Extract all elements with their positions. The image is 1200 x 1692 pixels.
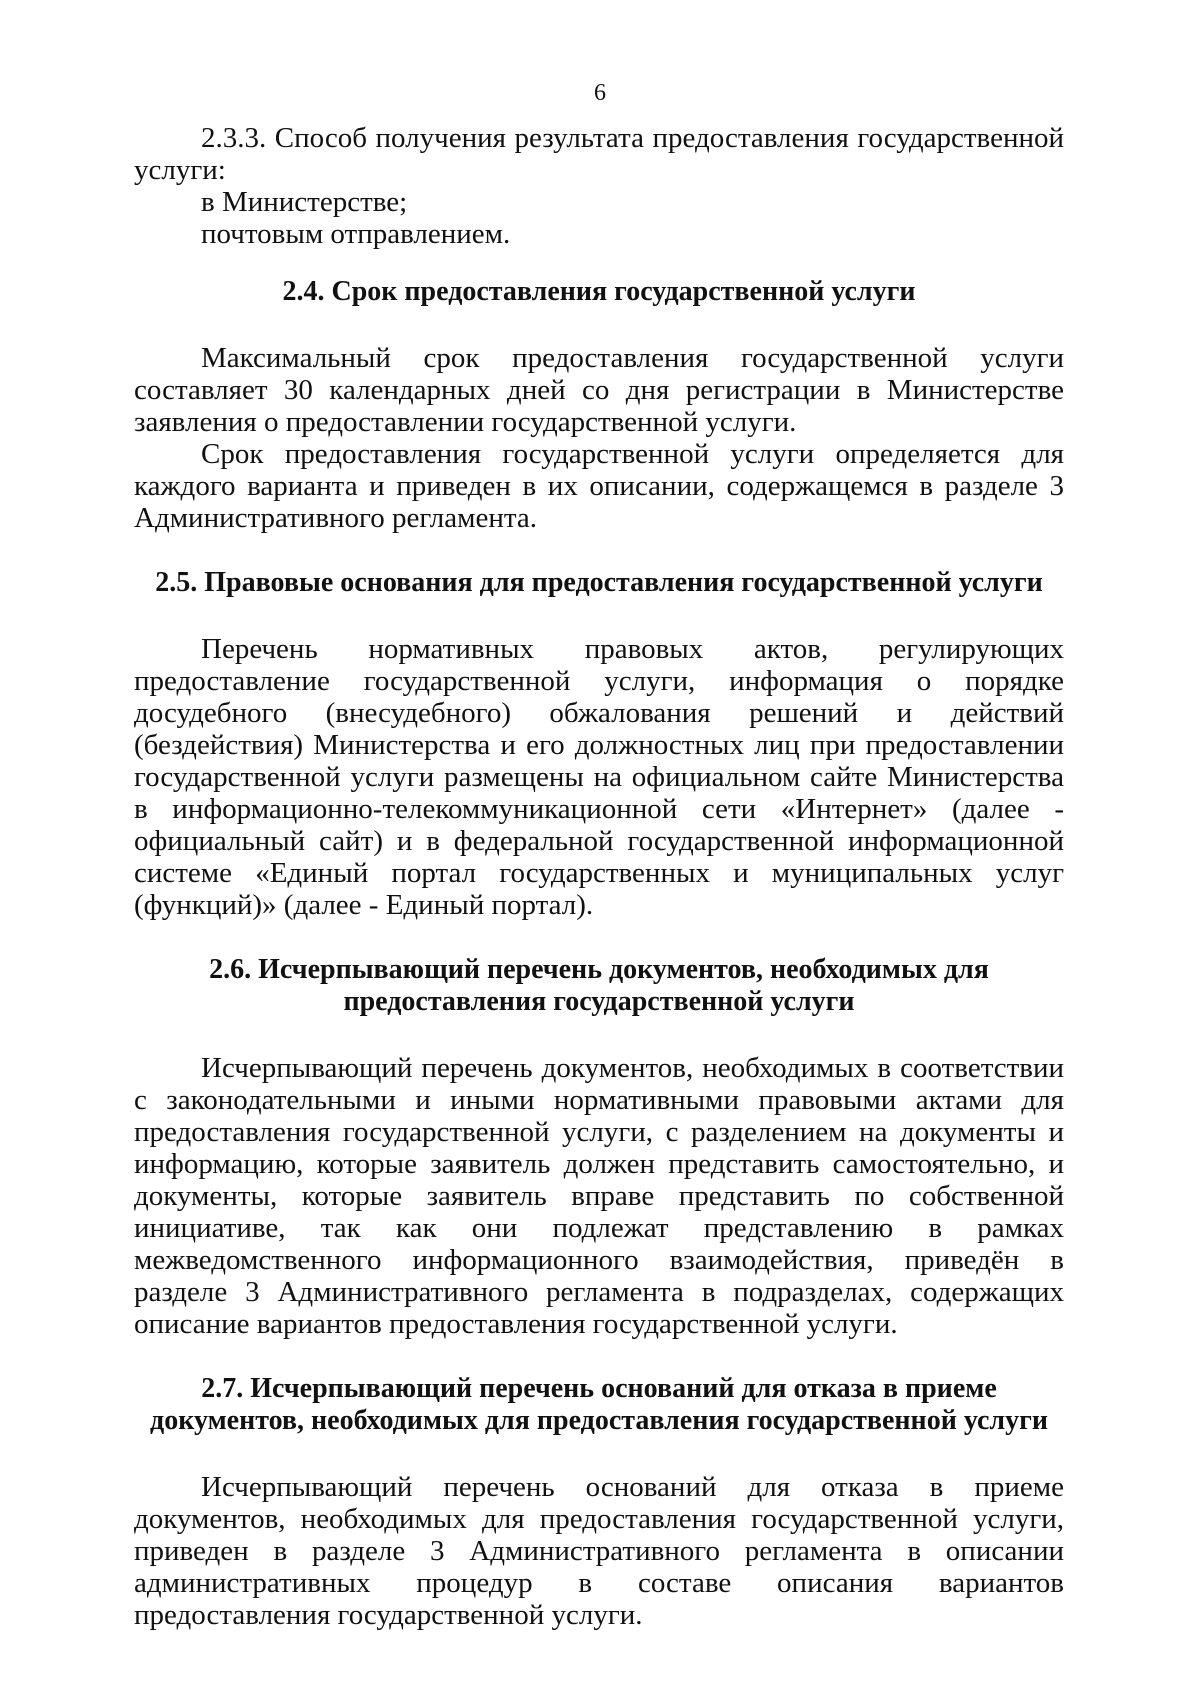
section-2-7	[134, 1373, 1064, 1631]
section-2-4-paragraph-2: Срок предоставления государственной услуги определяется для каждого варианта и приведен в их описании, содержащемся в разделе 3 Административного регламента.	[134, 438, 1064, 534]
section-2-6-heading	[134, 954, 1064, 1018]
section-2-3-3	[134, 122, 1064, 250]
section-2-6-heading-line-1: 2.6. Исчерпывающий перечень документов, необходимых для	[209, 954, 989, 985]
result-option-ministry: в Министерстве;	[201, 186, 408, 218]
page-number: 6	[594, 80, 606, 106]
section-2-6-heading-line-2: предоставления государственной услуги	[343, 986, 855, 1017]
result-option-mail: почтовым отправлением.	[201, 218, 511, 250]
section-2-5-paragraph-1: Перечень нормативных правовых актов, регулирующих предоставление государственной услуги, информация о порядке досудебного (внесудебного) обжалования решений и действий (бездействия) Министерства и его должностных лиц при предоставлении государственной услуги размещены на официальном сайте Министерства в информационно-телекоммуникационной сети «Интернет» (далее - официальный сайт) и в федеральной государственной информационной системе «Единый портал государственных и муниципальных услуг (функций)» (далее - Единый портал).	[134, 633, 1064, 921]
section-2-7-paragraph-1: Исчерпывающий перечень оснований для отказа в приеме документов, необходимых для предоставления государственной услуги, приведен в разделе 3 Административного регламента в описании административных процедур в составе описания вариантов предоставления государственной услуги.	[134, 1471, 1064, 1631]
section-2-6-paragraph-1: Исчерпывающий перечень документов, необходимых в соответствии с законодательными и иными нормативными правовыми актами для предоставления государственной услуги, с разделением на документы и информацию, которые заявитель должен представить самостоятельно, и документы, которые заявитель вправе представить по собственной инициативе, так как они подлежат представлению в рамках межведомственного информационного взаимодействия, приведён в разделе 3 Административного регламента в подразделах, содержащих описание вариантов предоставления государственной услуги.	[134, 1052, 1064, 1340]
section-2-4-paragraph-1: Максимальный срок предоставления государственной услуги составляет 30 календарных дней со дня регистрации в Министерстве заявления о предоставлении государственной услуги.	[134, 342, 1064, 438]
section-2-4	[134, 276, 1064, 534]
document-body	[134, 122, 1064, 1631]
section-2-5	[134, 567, 1064, 921]
section-2-7-heading-line-1: 2.7. Исчерпывающий перечень оснований для отказа в приеме	[201, 1373, 997, 1404]
section-2-3-3-paragraph: 2.3.3. Способ получения результата предоставления государственной услуги:	[134, 122, 1064, 186]
section-2-6	[134, 954, 1064, 1340]
section-2-4-heading: 2.4. Срок предоставления государственной услуги	[282, 276, 916, 307]
section-2-5-heading: 2.5. Правовые основания для предоставления государственной услуги	[155, 567, 1043, 598]
section-2-7-heading-line-2: документов, необходимых для предоставления государственной услуги	[150, 1405, 1048, 1436]
section-2-7-heading	[134, 1373, 1064, 1437]
